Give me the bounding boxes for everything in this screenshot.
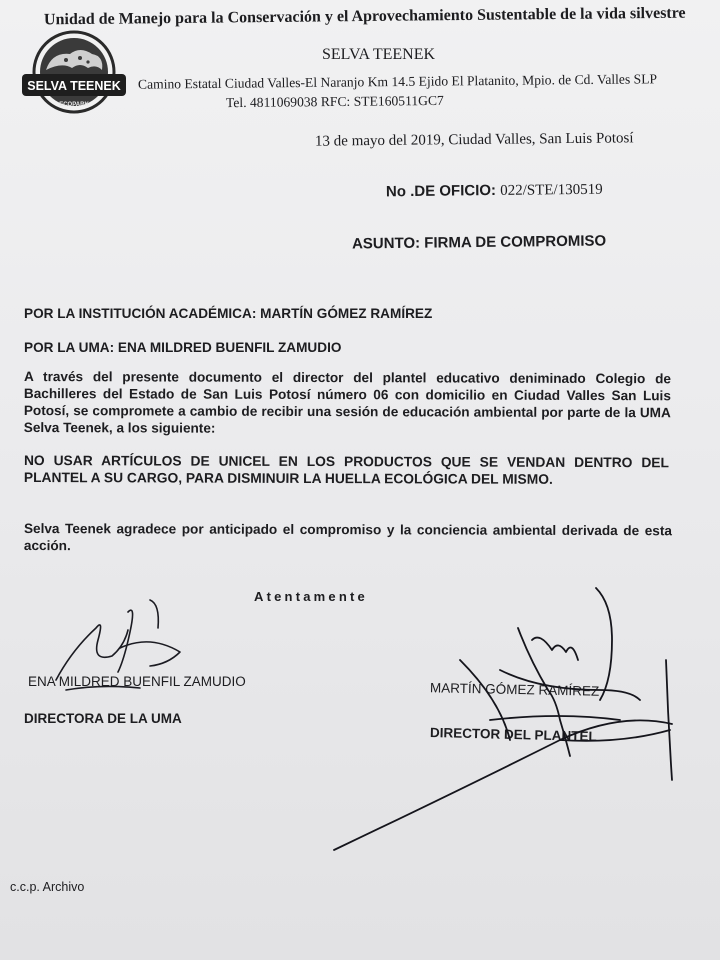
ccp-archive: c.c.p. Archivo (10, 880, 85, 894)
thanks-paragraph: Selva Teenek agradece por anticipado el compromiso y la conciencia ambiental derivada de esta acción. (23, 521, 672, 554)
right-signer-role: DIRECTOR DEL PLANTEL (429, 724, 597, 745)
document-date: 13 de mayo del 2019, Ciudad Valles, San Luis Potosí (314, 130, 634, 150)
closing-text: Atentamente (254, 589, 368, 604)
left-signer-name: ENA MILDRED BUENFIL ZAMUDIO (28, 674, 246, 689)
left-signer-role: DIRECTORA DE LA UMA (24, 711, 182, 726)
right-signer-name: MARTÍN GÓMEZ RAMÍREZ (429, 680, 600, 699)
right-signature (334, 588, 672, 850)
subject-line: ASUNTO: FIRMA DE COMPROMISO (351, 232, 607, 253)
commitment-paragraph: NO USAR ARTÍCULOS DE UNICEL EN LOS PRODUCTOS QUE SE VENDAN DENTRO DEL PLANTEL A SU CARGO, PARA DISMINUIR LA HUELLA ECOLÓGICA DEL MISMO. (23, 453, 669, 487)
organization-contact: Tel. 4811069038 RFC: STE160511GC7 (225, 92, 444, 111)
organization-address: Camino Estatal Ciudad Valles-El Naranjo Km 14.5 Ejido El Platanito, Mpio. de Cd. Valles SLP (137, 71, 658, 92)
body-paragraph: A través del presente documento el director del plantel educativo deniminado Colegio de Bachilleres del Estado de San Luis Potosí número 06 con domicilio en Ciudad Valles San Luis Potosí, se compromete a cambio de recibir una sesión de educación ambiental por parte de la UMA Selva Teenek, a los siguiente: (23, 369, 671, 436)
organization-name: SELVA TEENEK (322, 46, 436, 63)
institution-line: POR LA INSTITUCIÓN ACADÉMICA: MARTÍN GÓMEZ RAMÍREZ (24, 306, 433, 321)
uma-line: POR LA UMA: ENA MILDRED BUENFIL ZAMUDIO (24, 340, 342, 355)
oficio-number (386, 181, 603, 202)
oficio-label: No .DE OFICIO: (385, 181, 497, 201)
logo-subtext: ECOPARK (59, 102, 89, 108)
logo-text: SELVA TEENEK (27, 79, 121, 93)
oficio-value: 022/STE/130519 (500, 181, 603, 199)
organization-title: Unidad de Manejo para la Conservación y el Aprovechamiento Sustentable de la vida silvestre (43, 4, 686, 29)
selva-teenek-logo (22, 30, 126, 116)
